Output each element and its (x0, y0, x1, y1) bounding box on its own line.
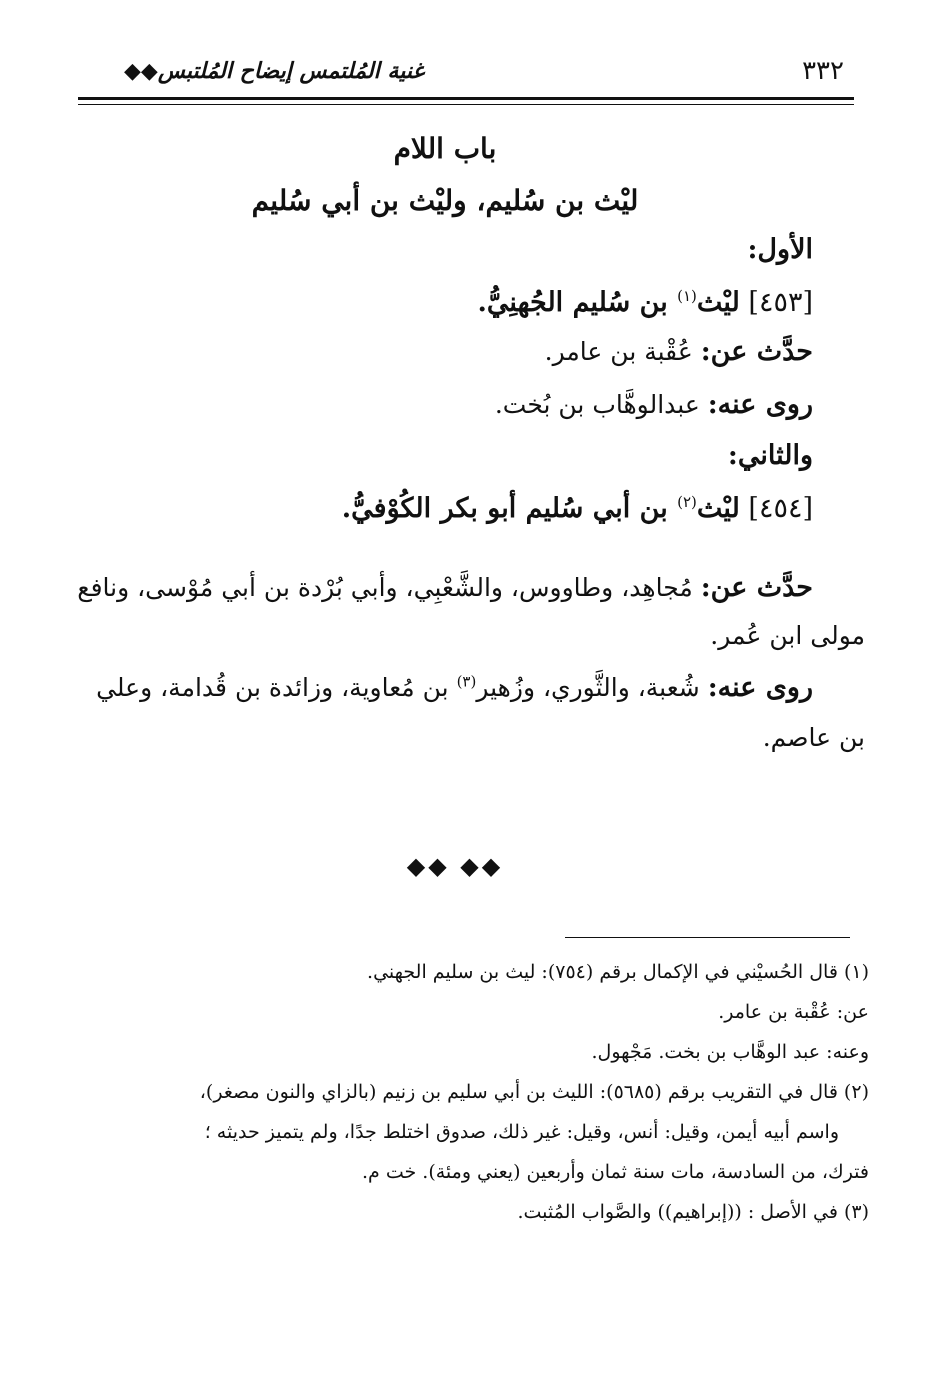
narrated-from-value: عُقْبة بن عامر. (544, 337, 693, 366)
footnote-1-line-2: عن: عُقْبة بن عامر. (718, 1001, 869, 1023)
footnote-2-line-3: فترك، من السادسة، مات سنة ثمان وأربعين (يعني ومئة). خت م. (362, 1161, 869, 1183)
entry-454-narrated-by-cont: بن عاصم. (762, 723, 865, 752)
entry-454-narrated-from (33, 572, 813, 603)
running-title-text: غنية المُلتمس إيضاح المُلتبس (157, 58, 424, 84)
footnote-1-line-3: وعنه: عبد الوهَّاب بن بخت. مَجْهول. (591, 1041, 869, 1063)
entry-453-narrated-from (93, 336, 813, 367)
footnote-2-line-2: واسم أبيه أيمن، وقيل: أنس، وقيل: غير ذلك، صدوق اختلط جدًا، ولم يتميز حديثه ؛ (204, 1121, 839, 1143)
section-separator-icon: ◆◆ ◆◆ (406, 852, 504, 880)
second-label: والثاني: (727, 440, 813, 471)
narrated-by-value-2: بن مُعاوية، وزائدة بن قُدامة، وعلي (96, 673, 449, 702)
entry-name: ليْث$^{(١)}$ بن سُليم الجُهنِيُّ. (477, 287, 740, 318)
entry-453-narrated-by (93, 389, 813, 420)
main-text (93, 230, 813, 524)
footnote-1-line-1: (١) قال الحُسيْني في الإكمال برقم (٧٥٤): ليث بن سليم الجهني. (367, 961, 869, 983)
entry-number: [٤٥٤] (748, 493, 813, 524)
footnote-ref: (٢) (677, 493, 697, 511)
entry-name: ليْث$^{(٢)}$ بن أبي سُليم أبو بكر الكُوْفيُّ. (341, 493, 740, 524)
label-narrated-by: روى عنه: (707, 672, 813, 703)
footnote-2-line-1: (٢) قال في التقريب برقم (٥٦٨٥): الليث بن أبي سليم بن زنيم (بالزاي والنون مصغر)، (199, 1081, 869, 1103)
chapter-title: باب اللام (393, 132, 497, 165)
footnote-ref: (١) (677, 287, 697, 305)
footnote-3-line-1: (٣) في الأصل : ((إبراهيم)) والصَّواب المُثبت. (517, 1201, 869, 1223)
entry-454-narrated-by (33, 672, 813, 703)
label-narrated-from: حدَّث عن: (700, 572, 813, 603)
entry-454-details (33, 572, 865, 752)
narrated-by-value: عبدالوهَّاب بن بُخت. (494, 390, 700, 419)
narrated-from-value: مُجاهِد، وطاووس، والشَّعْبِي، وأبي بُرْدة بن أبي مُوْسى، ونافع (77, 573, 693, 602)
entry-454-title (93, 493, 813, 524)
label-narrated-by: روى عنه: (707, 389, 813, 420)
diamond-ornament-icon: ◆◆ (124, 58, 158, 84)
footnotes (69, 952, 869, 1232)
narrated-by-value-1: شُعبة، والثَّوري، وزُهير (476, 673, 700, 702)
footnote-rule (565, 937, 850, 938)
page-number: ٣٣٢ (802, 56, 844, 86)
running-title (124, 58, 424, 84)
section-heading: ليْث بن سُليم، وليْث بن أبي سُليم (251, 184, 639, 217)
footnote-ref: (٣) (456, 672, 477, 691)
header-rule-thin (78, 104, 854, 105)
label-narrated-from: حدَّث عن: (700, 336, 813, 367)
page-header (80, 52, 852, 94)
first-label: الأول: (747, 234, 813, 265)
entry-454-narrated-from-cont: مولى ابن عُمر. (710, 621, 865, 650)
entry-453-title (93, 287, 813, 318)
entry-number: [٤٥٣] (748, 287, 813, 318)
header-rule (78, 97, 854, 100)
